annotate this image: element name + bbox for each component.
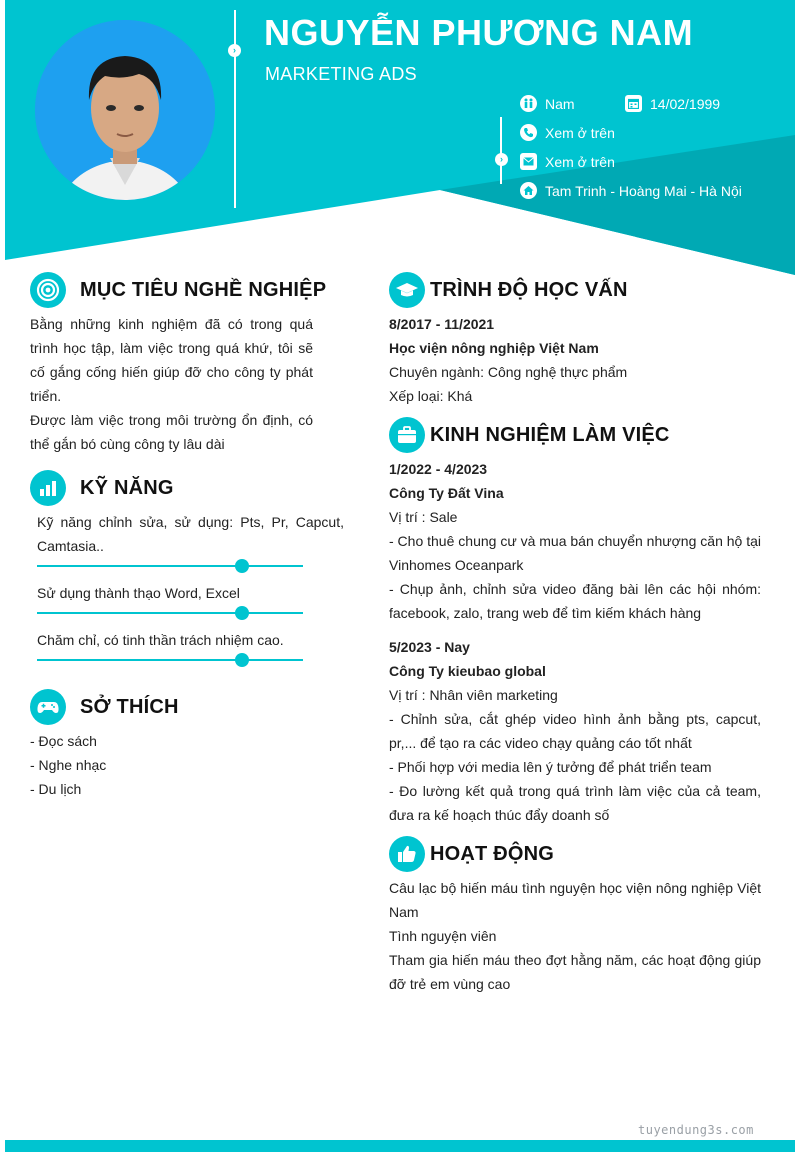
job-detail: - Cho thuê chung cư và mua bán chuyển nhượng căn hộ tại Vinhomes Oceanpark — [389, 533, 761, 573]
briefcase-icon — [389, 417, 425, 453]
objective-paragraph: Được làm việc trong môi trường ổn định, có thể gắn bó cùng công ty lâu dài — [30, 412, 313, 452]
contact-birthday — [625, 95, 720, 112]
contact-phone — [520, 124, 615, 141]
hobby-item: - Du lịch — [30, 781, 82, 797]
birthday-text: 14/02/1999 — [650, 95, 721, 112]
education-section-header — [389, 272, 628, 308]
education-major: Chuyên ngành: Công nghệ thực phẩm — [389, 364, 628, 380]
activity-organization: Câu lạc bộ hiến máu tình nguyện học viện nông nghiệp Việt Nam — [389, 880, 761, 920]
objective-paragraph: Bằng những kinh nghiệm đã có trong quá trình học tập, làm việc trong quá khứ, tôi sẽ cố gắng cống hiến giúp đỡ cho công ty phát triển. — [30, 316, 313, 404]
hobbies-list — [30, 729, 313, 801]
bar-chart-icon — [30, 470, 66, 506]
job-period: 1/2022 - 4/2023 — [389, 461, 488, 477]
experience-job — [389, 635, 761, 827]
skill-label: Chăm chỉ, có tinh thần trách nhiệm cao. — [37, 632, 284, 648]
job-position: Vị trí : Sale — [389, 509, 458, 525]
email-text: Xem ở trên — [545, 153, 615, 170]
skill-bar — [37, 659, 303, 661]
contact-divider — [500, 117, 502, 184]
avatar — [35, 20, 215, 200]
address-text: Tam Trinh - Hoàng Mai - Hà Nội — [545, 182, 742, 199]
mail-icon — [520, 153, 537, 170]
activities-entry — [389, 876, 761, 996]
experience-title: KINH NGHIỆM LÀM VIỆC — [430, 423, 670, 446]
contact-gender — [520, 95, 575, 112]
target-icon — [30, 272, 66, 308]
education-period: 8/2017 - 11/2021 — [389, 316, 495, 332]
skills-title: KỸ NĂNG — [80, 476, 174, 499]
hobbies-title: SỞ THÍCH — [80, 695, 179, 718]
hobby-item: - Đọc sách — [30, 733, 97, 749]
job-detail: - Chỉnh sửa, cắt ghép video hình ảnh bằng pts, capcut, pr,... để tạo ra các video chạy quảng cáo tốt nhất — [389, 711, 761, 751]
footer-bar — [5, 1140, 795, 1152]
phone-text: Xem ở trên — [545, 124, 615, 141]
experience-section-header — [389, 417, 670, 453]
calendar-icon — [625, 95, 642, 112]
hobbies-section-header — [30, 689, 179, 725]
education-school: Học viện nông nghiệp Việt Nam — [389, 340, 599, 356]
skill-label: Kỹ năng chỉnh sửa, sử dụng: Pts, Pr, Capcut, Camtasia.. — [37, 514, 344, 554]
hobby-item: - Nghe nhạc — [30, 757, 107, 773]
activities-title: HOẠT ĐỘNG — [430, 842, 555, 865]
objective-section-header — [30, 272, 326, 308]
job-company: Công Ty Đất Vina — [389, 485, 504, 501]
contact-address — [520, 182, 742, 199]
header-divider — [234, 10, 236, 208]
graduation-cap-icon — [389, 272, 425, 308]
education-grade: Xếp loại: Khá — [389, 388, 473, 404]
cv-header — [0, 0, 800, 275]
gamepad-icon — [30, 689, 66, 725]
activity-role: Tình nguyện viên — [389, 928, 497, 944]
skill-bar — [37, 565, 303, 567]
skill-label: Sử dụng thành thạo Word, Excel — [37, 585, 240, 601]
thumbs-up-icon — [389, 836, 425, 872]
job-title: MARKETING ADS — [265, 64, 417, 84]
chevron-right-icon: › — [495, 153, 508, 166]
job-detail: - Đo lường kết quả trong quá trình làm việc của cả team, đưa ra kế hoạch thúc đẩy doanh số — [389, 783, 761, 823]
objective-title: MỤC TIÊU NGHỀ NGHIỆP — [80, 278, 327, 301]
job-detail: - Chụp ảnh, chỉnh sửa video đăng bài lên các hội nhóm: facebook, zalo, trang web để tìm kiếm khách hàng — [389, 581, 761, 621]
skill-bar — [37, 612, 303, 614]
gender-icon — [520, 95, 537, 112]
skill-level-knob — [235, 653, 249, 667]
job-detail: - Phối hợp với media lên ý tưởng để phát triển team — [389, 759, 712, 775]
job-period: 5/2023 - Nay — [389, 639, 470, 655]
education-entry — [389, 312, 761, 408]
phone-icon — [520, 124, 537, 141]
skill-level-knob — [235, 606, 249, 620]
job-company: Công Ty kieubao global — [389, 663, 546, 679]
education-title: TRÌNH ĐỘ HỌC VẤN — [430, 278, 628, 301]
job-position: Vị trí : Nhân viên marketing — [389, 687, 558, 703]
watermark: tuyendung3s.com — [638, 1123, 754, 1137]
activities-section-header — [389, 836, 554, 872]
objective-text — [30, 312, 313, 456]
chevron-right-icon: › — [228, 44, 241, 57]
activity-description: Tham gia hiến máu theo đợt hằng năm, các hoạt động giúp đỡ trẻ em vùng cao — [389, 952, 761, 992]
gender-text: Nam — [545, 95, 575, 112]
contact-email — [520, 153, 615, 170]
home-icon — [520, 182, 537, 199]
full-name: NGUYỄN PHƯƠNG NAM — [264, 12, 694, 53]
skill-level-knob — [235, 559, 249, 573]
experience-job — [389, 457, 761, 625]
skills-section-header — [30, 470, 174, 506]
